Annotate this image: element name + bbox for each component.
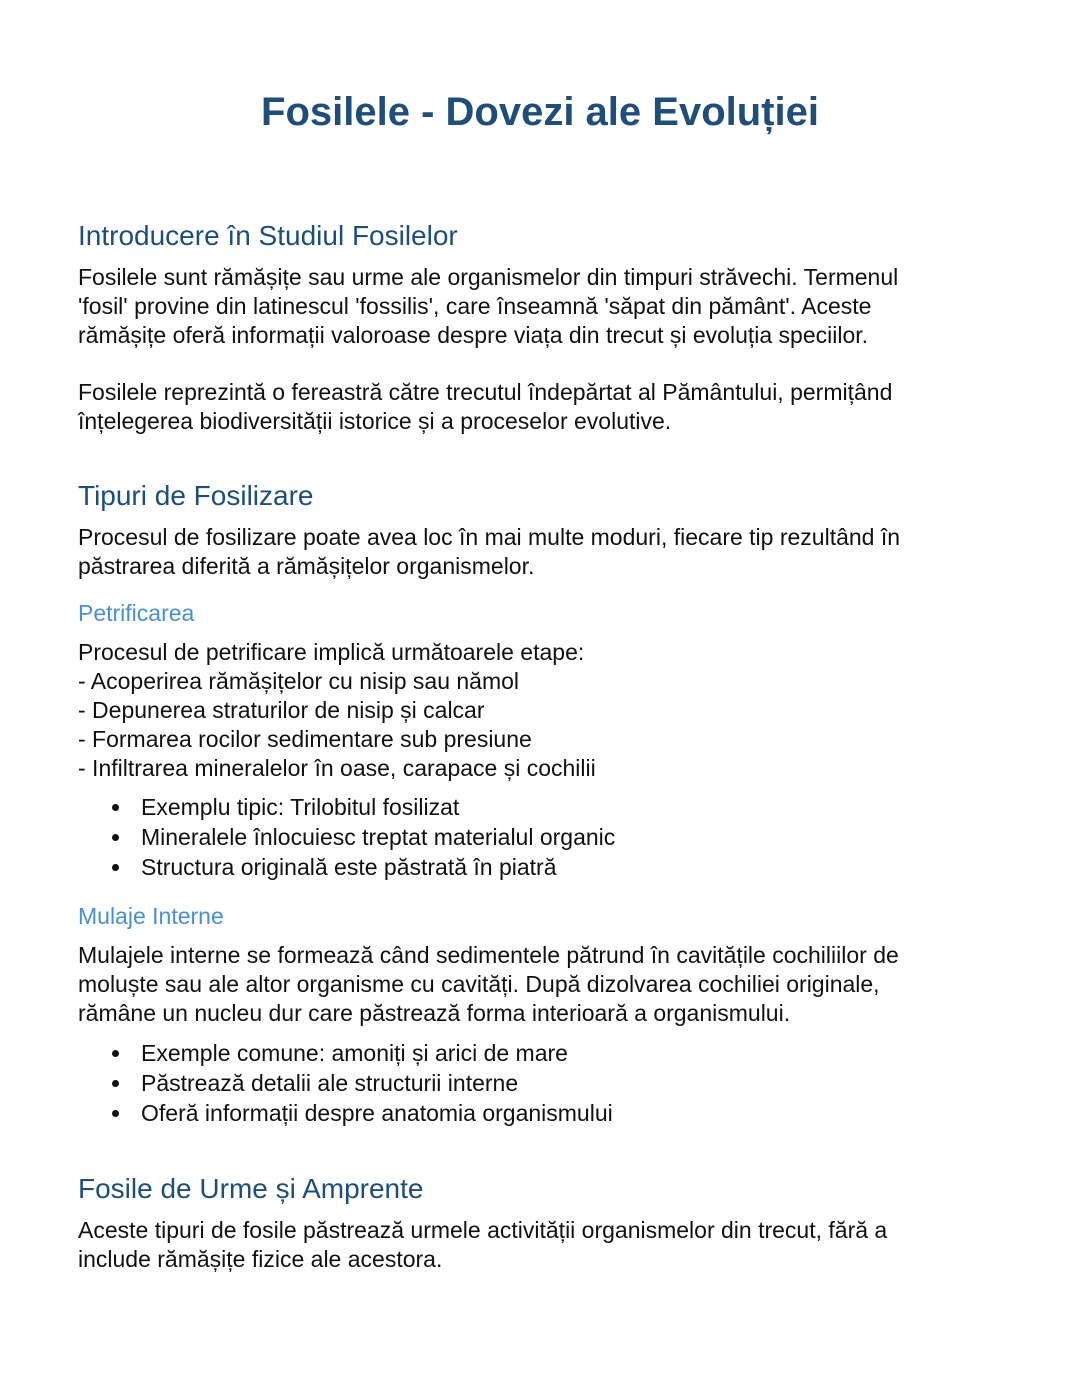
petrification-bullet-list [108, 792, 615, 882]
text-line: Fosilele sunt rămășițe sau urme ale organismelor din timpuri străvechi. Termenul [78, 264, 899, 290]
section-heading-traces: Fosile de Urme și Amprente [78, 1173, 424, 1204]
list-item: Exemple comune: amoniți și arici de mare [108, 1038, 613, 1068]
text-line: rămâne un nucleu dur care păstrează forma interioară a organismului. [78, 1000, 791, 1026]
intro-paragraph-2 [78, 378, 998, 436]
petrification-steps [78, 638, 998, 783]
page-title: Fosilele - Dovezi ale Evoluției [261, 90, 819, 134]
list-item: Mineralele înlocuiesc treptat materialul organic [108, 822, 615, 852]
text-line: Fosilele reprezintă o fereastră către trecutul îndepărtat al Pământului, permițând [78, 379, 893, 405]
list-item: Structura originală este păstrată în piatră [108, 852, 615, 882]
molds-paragraph [78, 941, 998, 1028]
text-line: înțelegerea biodiversității istorice și a proceselor evolutive. [78, 408, 672, 434]
text-line: Procesul de petrificare implică următoarele etape: [78, 639, 585, 665]
section-heading-intro: Introducere în Studiul Fosilelor [78, 220, 458, 251]
list-item: Păstrează detalii ale structurii interne [108, 1068, 613, 1098]
text-line: rămășițe oferă informații valoroase despre viața din trecut și evoluția speciilor. [78, 322, 869, 348]
text-line: - Formarea rocilor sedimentare sub presiune [78, 726, 532, 752]
text-line: include rămășițe fizice ale acestora. [78, 1246, 443, 1272]
subsection-heading-petrification: Petrificarea [78, 600, 195, 626]
text-line: Aceste tipuri de fosile păstrează urmele activității organismelor din trecut, fără a [78, 1217, 888, 1243]
list-item: Oferă informații despre anatomia organismului [108, 1098, 613, 1128]
text-line: 'fosil' provine din latinescul 'fossilis', care înseamnă 'săpat din pământ'. Aceste [78, 293, 872, 319]
list-item: Exemplu tipic: Trilobitul fosilizat [108, 792, 615, 822]
text-line: păstrarea diferită a rămășițelor organismelor. [78, 553, 535, 579]
text-line: - Infiltrarea mineralelor în oase, carapace și cochilii [78, 755, 596, 781]
section-heading-types: Tipuri de Fosilizare [78, 480, 314, 511]
traces-paragraph [78, 1216, 998, 1274]
subsection-heading-molds: Mulaje Interne [78, 903, 224, 929]
text-line: moluște sau ale altor organisme cu cavități. După dizolvarea cochiliei originale, [78, 971, 880, 997]
text-line: Mulajele interne se formează când sedimentele pătrund în cavitățile cochiliilor de [78, 942, 899, 968]
text-line: - Acoperirea rămășițelor cu nisip sau nămol [78, 668, 520, 694]
molds-bullet-list [108, 1038, 613, 1128]
text-line: Procesul de fosilizare poate avea loc în mai multe moduri, fiecare tip rezultând în [78, 524, 901, 550]
intro-paragraph-1 [78, 263, 998, 350]
types-paragraph [78, 523, 998, 581]
text-line: - Depunerea straturilor de nisip și calcar [78, 697, 485, 723]
